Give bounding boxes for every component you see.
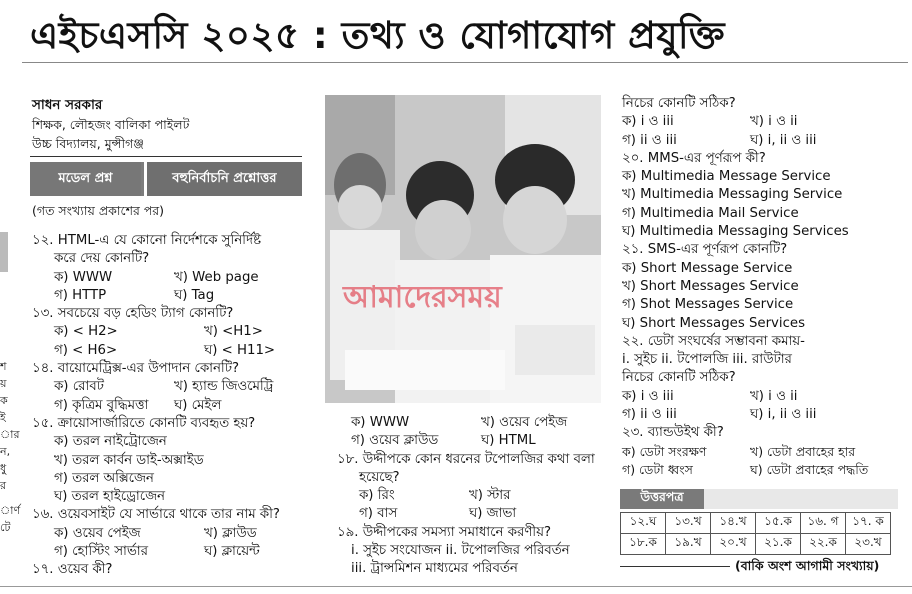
answer-cell: ১৮.ক [621, 534, 666, 555]
option: ঘ) তরল হাইড্রোজেন [54, 489, 165, 505]
option: ক) WWW [54, 269, 113, 285]
option: খ) <H1> [204, 324, 263, 340]
answer-sheet-title: উত্তরপত্র [620, 489, 704, 509]
option: iii. ট্রান্সমিশন মাধ্যমের পরিবর্তন [351, 561, 518, 577]
question-block-correct-1 [622, 95, 907, 150]
edge-text: ক [0, 394, 8, 407]
option: গ) Multimedia Mail Service [622, 205, 799, 221]
footer-rule [620, 566, 730, 567]
answer-cell: ১৭. ক [846, 513, 891, 534]
question-22 [622, 333, 907, 370]
option: খ) হ্যান্ড জিওমেট্রি [174, 379, 274, 395]
option: ক) Multimedia Message Service [622, 169, 831, 185]
edge-text: টে [0, 521, 11, 534]
author-name: সাধন সরকার [32, 97, 103, 113]
option: গ) বাস [359, 506, 398, 522]
option: গ) ওয়েব ক্লাউড [351, 433, 439, 449]
option: ঘ) HTML [481, 433, 536, 449]
option: i. সুইচ ii. টপোলজি iii. রাউটার [622, 352, 792, 368]
column-3 [622, 95, 907, 479]
option: খ) Short Messages Service [622, 278, 799, 294]
question-text: নিচের কোনটি সঠিক? [622, 370, 736, 386]
answer-table [620, 512, 891, 555]
question-17 [32, 561, 322, 579]
watermark-logo: আমাদেরসময় [343, 280, 502, 315]
question-23 [622, 424, 907, 479]
answer-cell: ১৯.খ [666, 534, 711, 555]
question-text: ২৩. ব্যান্ডউইথ কী? [622, 425, 724, 441]
edge-text: ন, [0, 445, 11, 458]
option: খ) ডেটা প্রবাহের হার [750, 443, 856, 459]
question-text-cont: হয়েছে? [359, 469, 400, 485]
option: গ) Shot Messages Service [622, 297, 794, 313]
question-21 [622, 241, 907, 332]
question-text-cont: করে দেয় কোনটি? [54, 251, 150, 267]
answer-cell: ১৪.খ [711, 513, 756, 534]
photo-illustration [325, 95, 601, 403]
option: ক) রিং [359, 488, 395, 504]
option: খ) ওয়েব পেইজ [481, 415, 567, 430]
option: খ) i ও ii [750, 114, 798, 130]
option: খ) তরল কার্বন ডাই-অক্সাইড [54, 452, 204, 468]
question-text: ২০. MMS-এর পূর্ণরূপ কী? [622, 150, 766, 166]
question-text: ১৩. সবচেয়ে বড় হেডিং ট্যাগ কোনটি? [32, 306, 234, 322]
answer-row [621, 513, 891, 534]
question-14 [32, 360, 322, 415]
section-tabs [30, 162, 302, 196]
tab-model-question: মডেল প্রশ্ন [30, 162, 141, 196]
option: i. সুইচ সংযোজন ii. টপোলজির পরিবর্তন [351, 543, 570, 559]
option: ক) < H2> [54, 324, 118, 340]
answer-row [621, 534, 891, 555]
edge-text: র [0, 479, 7, 492]
option: ঘ) ডেটা প্রবাহের পদ্ধতি [750, 461, 869, 477]
question-text: ১৫. ক্রায়োসার্জারিতে কোনটি ব্যবহৃত হয়? [32, 415, 256, 431]
option: গ) < H6> [54, 342, 118, 358]
answer-cell: ২৩.খ [846, 534, 891, 555]
option: ঘ) Tag [174, 287, 215, 303]
tab-mcq: বহুনির্বাচনি প্রশ্নোত্তর [144, 162, 302, 196]
edge-text: ধু [0, 462, 7, 475]
bottom-rule [0, 586, 912, 587]
author-block [32, 96, 189, 153]
question-text: ১৮. উদ্দীপকে কোন ধরনের টপোলজির কথা বলা [337, 451, 595, 467]
option: ক) রোবট [54, 379, 104, 395]
edge-block [0, 232, 8, 272]
answer-cell: ২১.ক [756, 534, 801, 555]
question-text: ১৬. ওয়েবসাইট যে সার্ভারে থাকে তার নাম কী? [32, 507, 280, 523]
students-photo [325, 95, 601, 403]
column-2 [337, 414, 607, 579]
headline: এইচএসসি ২০২৫ : তথ্য ও যোগাযোগ প্রযুক্তি [30, 14, 726, 57]
question-text: ২২. ডেটা সংঘর্ষের সম্ভাবনা কমায়- [622, 333, 805, 349]
edge-text: ই [0, 411, 6, 424]
headline-rule [22, 62, 908, 63]
question-18 [337, 451, 607, 524]
question-15 [32, 415, 322, 506]
question-text: ১২. HTML-এ যে কোনো নির্দেশকে সুনির্দিষ্ট [32, 233, 261, 248]
column-1 [32, 232, 322, 580]
question-16 [32, 506, 322, 561]
question-text: ২১. SMS-এর পূর্ণরূপ কোনটি? [622, 242, 788, 258]
edge-text: ার [0, 428, 20, 441]
answer-cell: ১৩.খ [666, 513, 711, 534]
author-rule [30, 156, 302, 157]
option: ক) WWW [351, 415, 410, 430]
answer-cell: ১২.ঘ [621, 513, 666, 534]
option: গ) হোস্টিং সার্ভার [54, 544, 148, 560]
author-title: শিক্ষক, লৌহজং বালিকা পাইলট [32, 117, 190, 132]
option: ক) i ও iii [622, 388, 674, 404]
question-12 [32, 232, 322, 305]
option: ক) Short Message Service [622, 260, 793, 276]
question-20 [622, 150, 907, 241]
question-text: ১৯. উদ্দীপকের সমস্যা সমাধানে করণীয়? [337, 524, 552, 540]
question-block-correct-2 [622, 369, 907, 424]
question-17-options [337, 414, 607, 451]
question-text: নিচের কোনটি সঠিক? [622, 96, 736, 111]
option: ঘ) Multimedia Messaging Services [622, 224, 849, 240]
option: ঘ) মেইল [174, 397, 222, 413]
option: গ) তরল অক্সিজেন [54, 470, 154, 486]
option: ঘ) ক্লায়েন্ট [204, 544, 260, 560]
question-text: ১৭. ওয়েব কী? [32, 562, 113, 578]
option: খ) স্টার [469, 488, 511, 504]
option: ক) ডেটা সংরক্ষণ [622, 443, 707, 459]
option: ক) i ও iii [622, 114, 674, 130]
option: খ) Multimedia Messaging Service [622, 187, 843, 203]
answer-cell: ২২.ক [801, 534, 846, 555]
edge-text: ার্ণ [0, 504, 21, 517]
option: ক) ওয়েব পেইজ [54, 525, 141, 541]
option: গ) ii ও iii [622, 407, 677, 423]
continued-footer: (বাকি অংশ আগামী সংখ্যায়) [735, 558, 880, 573]
option: ঘ) i, ii ও iii [750, 407, 817, 423]
option: গ) ii ও iii [622, 132, 677, 148]
option: ঘ) < H11> [204, 342, 276, 358]
option: ঘ) জাভা [469, 506, 517, 522]
option: খ) Web page [174, 269, 259, 285]
question-19 [337, 524, 607, 579]
author-school: উচ্চ বিদ্যালয়, মুন্সীগঞ্জ [32, 136, 144, 151]
option: গ) ডেটা ধ্বংস [622, 461, 693, 477]
option: খ) ক্লাউড [204, 525, 257, 541]
edge-text: য় [0, 377, 7, 390]
option: গ) কৃত্রিম বুদ্ধিমত্তা [54, 397, 149, 413]
answer-cell: ২০.খ [711, 534, 756, 555]
option: গ) HTTP [54, 287, 107, 303]
option: ঘ) i, ii ও iii [750, 132, 817, 148]
option: ঘ) Short Messages Services [622, 315, 806, 331]
edge-text: শ [0, 360, 7, 373]
question-text: ১৪. বায়োমেট্রিক্স-এর উপাদান কোনটি? [32, 361, 240, 377]
continued-note: (গত সংখ্যায় প্রকাশের পর) [32, 203, 165, 218]
question-13 [32, 305, 322, 360]
answer-cell: ১৫.ক [756, 513, 801, 534]
option: খ) i ও ii [750, 388, 798, 404]
option: ক) তরল নাইট্রোজেন [54, 434, 167, 450]
answer-cell: ১৬. গ [801, 513, 846, 534]
